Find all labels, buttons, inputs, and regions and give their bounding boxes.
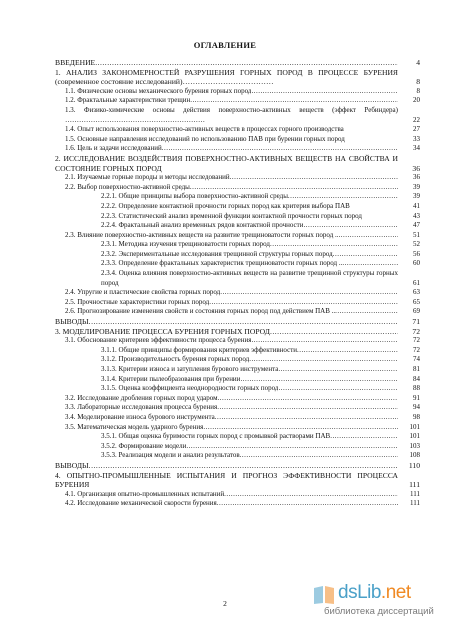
toc-entry [55, 250, 420, 260]
toc-entry [55, 259, 420, 269]
toc-entry [55, 96, 420, 106]
toc-entry [55, 423, 420, 433]
toc-entry [55, 355, 420, 365]
toc-entry-page: 65 [413, 297, 420, 306]
toc-entry-label: 3.5. Математическая модель ударного бурения [65, 422, 204, 431]
toc-entry-label: 4. ОПЫТНО-ПРОМЫШЛЕННЫЕ ИСПЫТАНИЯ И ПРОГНОЗ ЭФФЕКТИВНОСТИ ПРОЦЕССА БУРЕНИЯ [55, 470, 398, 490]
toc-leader-dots [240, 451, 398, 461]
toc-leader-dots [209, 298, 398, 308]
toc-entry [55, 154, 420, 173]
toc-entry [55, 471, 420, 490]
page-number: 2 [223, 599, 227, 608]
toc-entry-page: 4 [416, 58, 420, 67]
toc-entry [55, 375, 420, 385]
toc-entry-label: 3.1. Обоснование критериев эффективности процесса бурения [65, 336, 252, 345]
toc-entry-page: 111 [409, 480, 420, 490]
toc-entry-label: 1.4. Опыт использования поверхностно-активных веществ в процессах горного производства [65, 125, 344, 134]
toc-entry-label: 1.3. Физико-химические основы действия поверхностно-активных веществ (эффект Ребиндера) …………………………………………………… [65, 105, 398, 124]
toc-entry [55, 288, 420, 298]
watermark-logo [338, 582, 411, 604]
toc-entry [55, 432, 420, 442]
toc-entry [55, 269, 420, 288]
toc-entry [55, 451, 420, 461]
toc-entry-label: 3.1.3. Критерии износа и затупления бурового инструмента [101, 365, 279, 373]
toc-entry [55, 212, 420, 222]
toc-entry-label: 3.3. Лабораторные исследования процесса бурения [65, 403, 218, 412]
toc-entry-page: 74 [413, 355, 420, 364]
toc-entry [55, 231, 420, 241]
toc-leader-dots [335, 307, 398, 317]
toc-leader-dots [220, 288, 398, 298]
toc-entry-page: 8 [416, 86, 420, 95]
toc-entry-label: 2.3.2. Экспериментальные исследования трещинной структуры горных пород [101, 249, 333, 258]
toc-leader-dots [218, 394, 398, 404]
toc-entry-label: 4.1. Организация опытно-промышленных испытаний [65, 489, 225, 498]
toc-entry [55, 298, 420, 308]
toc-entry [55, 365, 420, 375]
toc-entry-page: 72 [412, 326, 420, 336]
book-icon [312, 584, 336, 606]
toc-entry-page: 22 [413, 115, 420, 124]
toc-entry-label: 3.5.1. Общая оценка буримости горных пород с промывкой растворами ПАВ [101, 432, 331, 441]
toc-entry-page: 39 [413, 192, 420, 201]
watermark-logo-prefix: dsLib [338, 582, 381, 603]
toc-entry-label: 2.3.1. Методика изучения трещиноватости горных пород [101, 240, 270, 249]
toc-entry-page: 72 [413, 345, 420, 354]
toc-entry-page: 72 [413, 336, 420, 345]
toc-entry [55, 394, 420, 404]
toc-leader-dots [342, 259, 398, 269]
toc-entry-page: 20 [413, 96, 420, 105]
toc-entry-label: 2.1. Изучаемые горные породы и методы исследований [65, 173, 230, 182]
toc-entry-page: 34 [413, 144, 420, 153]
toc-entry [55, 336, 420, 346]
toc-entry-label: 4.2. Исследование механической скорости бурения [65, 499, 217, 508]
toc-leader-dots [217, 499, 398, 509]
toc-leader-dots [215, 413, 398, 423]
toc-leader-dots [249, 355, 398, 365]
toc-entry-label: 3.1.2. Производительность бурения горных пород [101, 355, 250, 364]
toc-entry-label: 3.5.3. Реализация модели и анализ результатов [101, 451, 240, 460]
toc-entry [55, 202, 420, 212]
toc-entry-page: 108 [409, 451, 420, 460]
toc-leader-dots [162, 144, 398, 154]
toc-entry-label: 2.5. Прочностные характеристики горных пород [65, 297, 210, 306]
toc-entry-label: 3.1.4. Критерии пылеобразования при бурении [101, 374, 241, 383]
toc-entry-label: 1.1. Физические основы механического бурения горных пород [65, 86, 252, 95]
toc-entry [55, 384, 420, 394]
toc-entry-label: 3.2. Исследование дробления горных пород ударом [65, 393, 218, 402]
toc-entry-page: 103 [409, 441, 420, 450]
toc-entry [55, 106, 420, 125]
toc-entry-page: 52 [413, 240, 420, 249]
toc-leader-dots [278, 365, 398, 375]
toc-leader-dots [203, 423, 398, 433]
toc-leader-dots [89, 461, 398, 471]
toc-leader-dots [186, 442, 398, 452]
toc-entry [55, 327, 420, 337]
toc-entry-page: 111 [410, 489, 420, 498]
toc-leader-dots [224, 490, 398, 500]
toc-entry-page: 51 [413, 230, 420, 239]
toc-entry-page: 91 [413, 393, 420, 402]
toc-entry-page: 56 [413, 249, 420, 258]
toc-entry [55, 499, 420, 509]
toc-entry-label: 2.3.3. Определение фрактальных характеристик трещиноватости горных пород .. [101, 259, 343, 268]
toc-entry-page: 101 [409, 422, 420, 431]
toc-leader-dots [278, 384, 398, 394]
toc-entry [55, 317, 420, 327]
toc-entry-page: 43 [413, 211, 420, 220]
toc-leader-dots [297, 346, 398, 356]
toc-entry-page: 8 [416, 77, 420, 87]
toc-entry-page: 27 [413, 125, 420, 134]
toc-entry-label: 3. МОДЕЛИРОВАНИЕ ПРОЦЕССА БУРЕНИЯ ГОРНЫХ ПОРОД [55, 326, 270, 336]
watermark-tagline: библиотека диссертаций [324, 606, 434, 617]
toc-leader-dots [333, 250, 398, 260]
toc-entry-page: 71 [412, 317, 420, 327]
toc-leader-dots [240, 375, 398, 385]
toc-entry-label: 2.2.2. Определение контактной прочности горных пород как критерия выбора ПАВ [101, 201, 350, 210]
toc-entry [55, 87, 420, 97]
toc-entry-page: 39 [413, 182, 420, 191]
toc-entry-label: 3.1.1. Общие принципы формирования критериев эффективности [101, 345, 297, 354]
toc-entry-label: 2.2.1. Общие принципы выбора поверхностно-активной среды [101, 192, 288, 201]
toc-entry-label: 2.2. Выбор поверхностно-активной среды [65, 182, 190, 191]
toc-entry [55, 413, 420, 423]
toc-entry-label: ВЫВОДЫ [55, 460, 89, 470]
toc-entry [55, 192, 420, 202]
toc-entry [55, 58, 420, 68]
toc-leader-dots [288, 192, 398, 202]
table-of-contents [55, 58, 420, 509]
toc-leader-dots [270, 240, 398, 250]
toc-entry-page: 81 [413, 365, 420, 373]
toc-leader-dots [270, 327, 398, 337]
toc-entry-label: 3.5.2. Формирование модели [101, 441, 187, 450]
toc-entry-page: 63 [413, 288, 420, 297]
toc-entry-page: 101 [409, 432, 420, 441]
toc-entry-page: 111 [410, 499, 420, 508]
toc-entry-page: 60 [413, 259, 420, 268]
toc-entry-label: 2.4. Упругие и пластические свойства горных пород [65, 288, 221, 297]
toc-title: ОГЛАВЛЕНИЕ [193, 40, 257, 50]
toc-leader-dots [230, 173, 398, 183]
toc-leader-dots [251, 336, 398, 346]
toc-entry [55, 240, 420, 250]
toc-entry-page: 88 [413, 384, 420, 393]
toc-entry-page: 98 [413, 412, 420, 421]
toc-leader-dots [251, 87, 398, 97]
toc-entry-label: 3.4. Моделирование износа бурового инструмента [65, 412, 215, 421]
toc-entry-label: 1.2. Фрактальные характеристики трещин [65, 96, 191, 105]
toc-entry [55, 403, 420, 413]
toc-leader-dots [95, 58, 398, 68]
toc-entry-page: 36 [413, 173, 420, 182]
toc-leader-dots [330, 432, 398, 442]
toc-entry-label: 2.3.4. Оценка влияния поверхностно-активных веществ на развитие трещинной структуры горных пород [101, 269, 398, 287]
watermark-logo-suffix: .net [380, 582, 411, 603]
toc-entry-label: 1.5. Основные направления исследований по использованию ПАВ при бурении горных пород [65, 134, 345, 143]
toc-entry-label: 1.6. Цель и задачи исследований [65, 144, 162, 153]
toc-entry [55, 144, 420, 154]
toc-entry-label: 2.3. Влияние поверхностно-активных веществ на развитие трещиноватости горных пород .. [65, 230, 339, 239]
toc-leader-dots [89, 317, 398, 327]
toc-entry [55, 307, 420, 317]
toc-leader-dots [303, 221, 398, 231]
toc-entry [55, 461, 420, 471]
toc-entry-label: 1. АНАЛИЗ ЗАКОНОМЕРНОСТЕЙ РАЗРУШЕНИЯ ГОРНЫХ ПОРОД В ПРОЦЕССЕ БУРЕНИЯ (современное состояние исследований)……………………………… [55, 67, 398, 87]
toc-leader-dots [217, 403, 398, 413]
toc-entry-label: ВВЕДЕНИЕ [55, 58, 96, 67]
watermark [312, 582, 442, 622]
toc-entry-page: 69 [413, 307, 420, 316]
toc-leader-dots [339, 231, 398, 241]
toc-entry [55, 173, 420, 183]
toc-leader-dots [190, 96, 398, 106]
toc-entry-label: 2.2.3. Статистический анализ временной функции контактной прочности горных пород [101, 211, 362, 220]
toc-entry [55, 442, 420, 452]
toc-entry-label: 2.2.4. Фрактальный анализ временных рядов контактной прочности [101, 221, 304, 230]
toc-entry-page: 61 [413, 278, 420, 287]
toc-entry [55, 221, 420, 231]
toc-entry [55, 183, 420, 193]
toc-entry-page: 94 [413, 403, 420, 412]
toc-entry [55, 346, 420, 356]
toc-entry-label: 3.1.5. Оценка коэффициента неоднородности горных пород [101, 384, 279, 393]
toc-leader-dots [190, 183, 398, 193]
toc-entry [55, 490, 420, 500]
toc-entry-page: 33 [413, 134, 420, 143]
toc-entry-page: 110 [408, 460, 420, 470]
toc-entry-label: ВЫВОДЫ [55, 317, 89, 327]
toc-entry-page: 84 [413, 374, 420, 383]
toc-entry-label: 2. ИССЛЕДОВАНИЕ ВОЗДЕЙСТВИЯ ПОВЕРХНОСТНО-АКТИВНЫХ ВЕЩЕСТВ НА СВОЙСТВА И СОСТОЯНИЕ ГОРНЫХ ПОРОД [55, 153, 398, 173]
toc-entry [55, 68, 420, 87]
toc-entry-page: 47 [413, 221, 420, 230]
toc-entry [55, 135, 420, 145]
toc-entry-label: 2.6. Прогнозирование изменения свойств и состояния горных пород под действием ПАВ .. [65, 307, 336, 316]
toc-entry [55, 125, 420, 135]
toc-entry-page: 36 [412, 163, 420, 173]
toc-entry-page: 41 [413, 201, 420, 210]
